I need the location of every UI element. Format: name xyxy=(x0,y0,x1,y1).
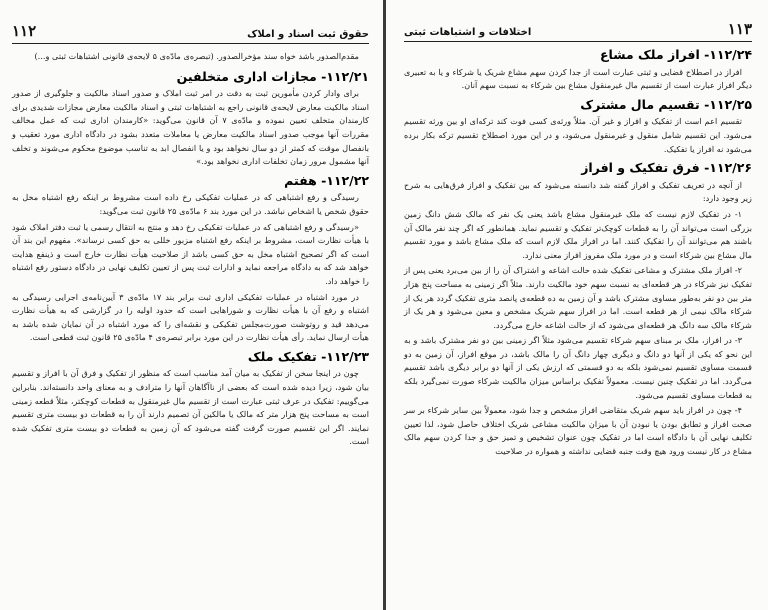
section-heading: ۱۱۲/۲۳- تفکیک ملک xyxy=(247,348,369,364)
page-number: ۱۱۳ xyxy=(727,20,752,38)
section-heading: ۱۱۲/۲۲- هفتم xyxy=(284,172,369,188)
paragraph: چون در اینجا سخن از تفکیک به میان آمد مناسب است که منظور از تفکیک و فرق آن با افراز و تقسیم بیان شود، زیرا دیده شده است که بعضی از ناآگاهان آنها را مترادف و به معنای واحد دانسته‌اند. بنابراین می‌گوییم: تفکیک در عرف ثبتی عبارت است از تقسیم مال غیرمنقول به قطعات کوچکتر، مثلاً قطعه زمینی است به مساحت پنج هزار متر که مالک یا مالکین آن تصمیم دارند آن را به قطعات دو بیست متری تقسیم نمایند. اگر این تقسیم صورت گرفت گفته می‌شود که آن زمین به قطعات دو بیست متری تفکیک شده است. xyxy=(12,368,369,447)
running-head xyxy=(404,20,752,42)
paragraph: برای وادار کردن مأمورین ثبت به دقت در امر ثبت املاک و صدور اسناد مالکیت و جلوگیری از صدور اسناد مالکیت معارض لایحه‌ی قانونی راجع به اشتباهات ثبتی و اسناد مالکیت معارض مجازات شدیدی برای کارمندان متخلف تعیین نموده و مادّه‌ی ۷ آن قانون می‌گوید: «کارمندان اداری ثبت که عمل مخالف مقررات آنها موجب صدور اسناد مالکیت معارض یا معاملات متعدد بشود در دادگاه اداری مورد تعقیب و بانفصال موقت که کمتر از دو سال نخواهد بود و یا انفصال ابد به تناسب موضوع محکوم می‌شوند و تخلف آنها مشمول مرور زمان تخلفات اداری نخواهد بود.» xyxy=(12,88,369,167)
paragraph: رسیدگی و رفع اشتباهی که در عملیات تفکیکی رخ داده است مشروط بر اینکه رفع اشتباه مخل به حقوق شخص یا اشخاص نباشد. در این مورد بند ۶ مادّه‌ی ۲۵ قانون ثبت می‌گوید: xyxy=(12,192,369,216)
paragraph: تقسیم اعم است از تفکیک و افراز و غیر آن. مثلاً ورثه‌ی کسی فوت کند ترکه‌ای او بین ورثه تقسیم می‌شود. این تقسیم شامل منقول و غیرمنقول می‌شود، و در این مورد اصطلاح تقسیم ترکه بکار برده می‌شود نه افراز یا تفکیک. xyxy=(404,116,752,154)
running-title: اختلافات و اشتباهات ثبتی xyxy=(404,27,532,38)
intro-line: مقدم‌الصدور باشد خواه سند مؤخرالصدور. (تبصره‌ی مادّه‌ی ۵ لایحه‌ی قانونی اشتباهات ثبتی و...) xyxy=(34,51,359,61)
running-title: حقوق ثبت اسناد و املاک xyxy=(247,29,369,40)
page-body xyxy=(12,50,369,449)
section-heading: ۱۱۲/۲۶- فرق تفکیک و افراز xyxy=(581,160,752,176)
paragraph: ۱- در تفکیک لازم نیست که ملک غیرمنقول مشاع باشد یعنی یک نفر که مالک شش دانگ زمین بزرگی است می‌تواند آن را به قطعات کوچک‌تر تفکیک و تقسیم نماید. همانطور که اگر چند نفر مالک آن باشند هم می‌توانند آن را تفکیک کنند. اما در افراز ملک لازم است که ملک مشاع باشد و مورد تقسیم مال مشاع بین شرکاء است و در مورد ملک مفروز افراز معنی ندارد. xyxy=(404,208,752,260)
right-page xyxy=(386,0,768,610)
paragraph: افراز در اصطلاح قضایی و ثبتی عبارت است از جدا کردن سهم مشاع شریک یا شرکاء و یا به تعبیری دیگر افراز عبارت است از تقسیم مال غیرمنقول مشاع بین شرکاء به نسبت سهم آنان. xyxy=(404,66,752,91)
page-number: ۱۱۲ xyxy=(12,22,37,40)
paragraph: ۳- در افراز، ملک بر مبنای سهم شرکاء تقسیم می‌شود مثلاً اگر زمینی بین دو نفر مشترک باشد و به این نحو که یکی از آنها دو دانگ و دیگری چهار دانگ آن را مالک باشد، در موقع افراز، آن زمین به دو قسمت مساوی تقسیم نمی‌شود بلکه به دو قسمتی که ارزش یکی از آنها دو برابر دیگری باشد تقسیم می‌گردد. اما در تفکیک چنین نیست. معمولاً تفکیک براساس میزان مالکیت شرکاء صورت نمی‌گیرد بلکه به قطعات مساوی تقسیم می‌شود. xyxy=(404,335,752,400)
paragraph: ۲- افراز ملک مشترک و مشاعی تفکیک شده حالت اشاعه و اشتراک آن را از بین می‌برد یعنی پس از تفکیک نیز شرکاء در هر قطعه‌ای به نسبت سهم خود مالکیت دارند. مثلاً اگر زمینی به مساحت پنج هزار متر بین دو نفر به‌طور مساوی مشترک باشد و آن زمین به ده قطعه‌ی پانصد متری تفکیک گردد هر یک از شرکاء مالک نیمی از هر قطعه است. اما در افراز سهم شریک مشخص و معین می‌شود و هر یک از شرکاء مالک سه دانگ هر قطعه‌ای می‌شود که از حالت اشاعه خارج می‌گردد. xyxy=(404,265,752,330)
page-body xyxy=(404,48,752,459)
left-page xyxy=(0,0,383,610)
paragraph: در مورد اشتباه در عملیات تفکیکی اداری ثبت برابر بند ۱۷ مادّه‌ی ۳ آیین‌نامه‌ی اجرایی رسیدگی به اشتباه و رفع آن با هیأت نظارت و شوراهایی است که حدود اولیه را در گزارشی که به هیأت نظارت می‌دهد قید و روتوشت صورت‌مجلس تفکیکی و نقشه‌ای را که مورد اشتباه در آن نمایان شده باشد به هیأت ارسال نماید. رأی هیأت نظارت در این مورد برابر تبصره‌ی ۴ مادّه‌ی ۲۵ قانون ثبت قطعی است. xyxy=(12,291,369,343)
paragraph: «رسیدگی و رفع اشتباهی که در عملیات تفکیکی رخ دهد و منتج به انتقال رسمی یا ثبت دفتر املاک شود با هیأت نظارت است، مشروط بر اینکه رفع اشتباه مزبور خللی به حق کسی نرساند». مفهوم این بند آن است که اگر تصحیح اشتباه مخل به حق کسی باشد از صلاحیت هیأت نظارت خارج است و ذینفع هدایت خواهد شد که به دادگاه مراجعه نماید و ادارات ثبت پس از تعیین تکلیف نهایی در دادگاه دستور رفع اشتباه را خواهد داد. xyxy=(12,221,369,286)
section-heading: ۱۱۲/۲۱- مجازات اداری متخلفین xyxy=(176,68,369,84)
paragraph: از آنچه در تعریف تفکیک و افراز گفته شد دانسته می‌شود که بین تفکیک و افراز فرق‌هایی به شرح زیر وجود دارد: xyxy=(404,179,752,204)
paragraph: ۴- چون در افراز باید سهم شریک متقاضی افراز مشخص و جدا شود، معمولاً بین سایر شرکاء بر سر صحت افراز و تطابق بودن یا نبودن آن با میزان مالکیت مشاعی شریک اختلاف حاصل شود، لذا تعیین تکلیف نهایی آن با دادگاه است اما در تفکیک چون عنوان تشخیص و تمیز حق و جدا کردن سهم مالک مشاع در کار نیست ورود هیچ وقت جنبه قضایی نداشته و همواره در صلاحیت xyxy=(404,405,752,457)
section-heading: ۱۱۲/۲۴- افراز ملک مشاع xyxy=(599,47,752,62)
running-head xyxy=(12,22,369,44)
section-heading: ۱۱۲/۲۵- تقسیم مال مشترک xyxy=(580,96,752,112)
